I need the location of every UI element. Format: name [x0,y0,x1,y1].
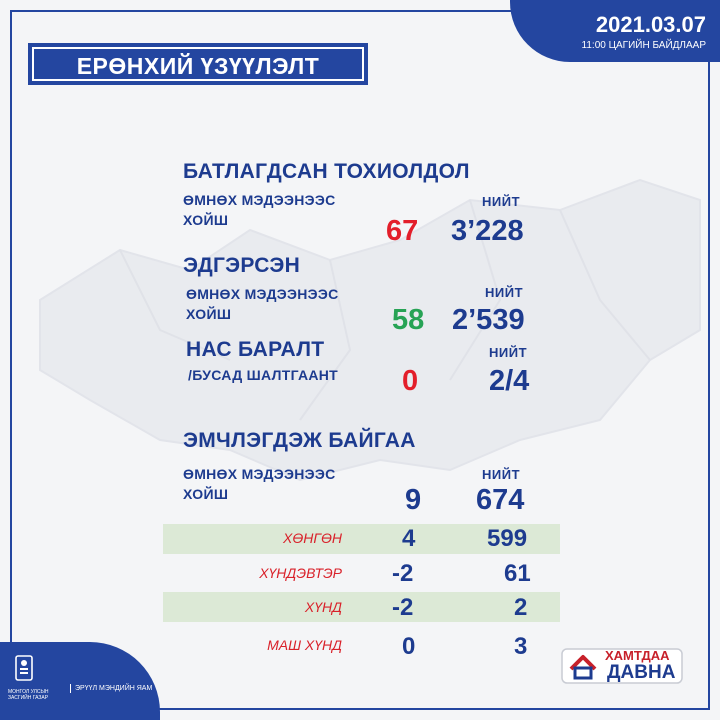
government-label: МОНГОЛ УЛСЫН ЗАСГИЙН ГАЗАР [8,689,49,701]
confirmed-since-value: 67 [386,215,419,247]
recovered-since-label [186,284,339,324]
confirmed-since-label-line1: ӨМНӨХ МЭДЭЭНЭЭС [183,192,336,208]
severity-label-moderate: ХҮНДЭВТЭР [259,565,342,581]
severity-total-critical: 3 [514,633,528,660]
treatment-since-label-line2: ХОЙШ [183,486,229,502]
recovered-since-label-line2: ХОЙШ [186,306,232,322]
report-time: 11:00 ЦАГИЙН БАЙДЛААР [581,40,706,51]
recovered-total-label: НИЙТ [485,285,524,300]
page-title: ЕРӨНХИЙ ҮЗҮҮЛЭЛТ [76,53,320,79]
confirmed-total-value: 3’228 [451,215,524,247]
treatment-total-label: НИЙТ [482,467,521,482]
recovered-total-value: 2’539 [452,304,525,336]
title-banner [28,43,368,85]
slogan-line2: ДАВНА [607,662,676,683]
severity-change-moderate: -2 [392,560,414,587]
deaths-since-value: 0 [402,365,419,397]
severity-total-severe: 2 [514,594,528,621]
emblem-icon [10,654,38,682]
severity-change-critical: 0 [402,633,416,660]
confirmed-heading: БАТЛАГДСАН ТОХИОЛДОЛ [183,160,470,183]
severity-total-mild: 599 [487,525,528,552]
ministry-name: ЭРҮҮЛ МЭНДИЙН ЯАМ [70,684,155,693]
treatment-since-label-line1: ӨМНӨХ МЭДЭЭНЭЭС [183,466,336,482]
treatment-since-label [183,464,336,504]
confirmed-since-label [183,190,336,230]
severity-change-severe: -2 [392,594,414,621]
recovered-heading: ЭДГЭРСЭН [183,254,301,277]
recovered-since-label-line1: ӨМНӨХ МЭДЭЭНЭЭС [186,286,339,302]
slogan-line1: ХАМТДАА [605,648,670,663]
severity-change-mild: 4 [402,525,416,552]
treatment-since-value: 9 [405,484,422,516]
severity-label-mild: ХӨНГӨН [283,530,342,546]
deaths-heading: НАС БАРАЛТ [186,338,325,361]
deaths-total-label: НИЙТ [489,345,528,360]
treatment-total-value: 674 [476,484,525,516]
severity-label-critical: МАШ ХҮНД [267,637,342,653]
confirmed-total-label: НИЙТ [482,194,521,209]
severity-label-severe: ХҮНД [304,599,342,615]
recovered-since-value: 58 [392,304,425,336]
deaths-sub-label: /БУСАД ШАЛТГААНТ [188,367,339,383]
report-date: 2021.03.07 [595,12,706,37]
severity-total-moderate: 61 [504,560,531,587]
treatment-heading: ЭМЧЛЭГДЭЖ БАЙГАА [183,429,416,452]
deaths-total-value: 2/4 [489,365,530,397]
confirmed-since-label-line2: ХОЙШ [183,212,229,228]
